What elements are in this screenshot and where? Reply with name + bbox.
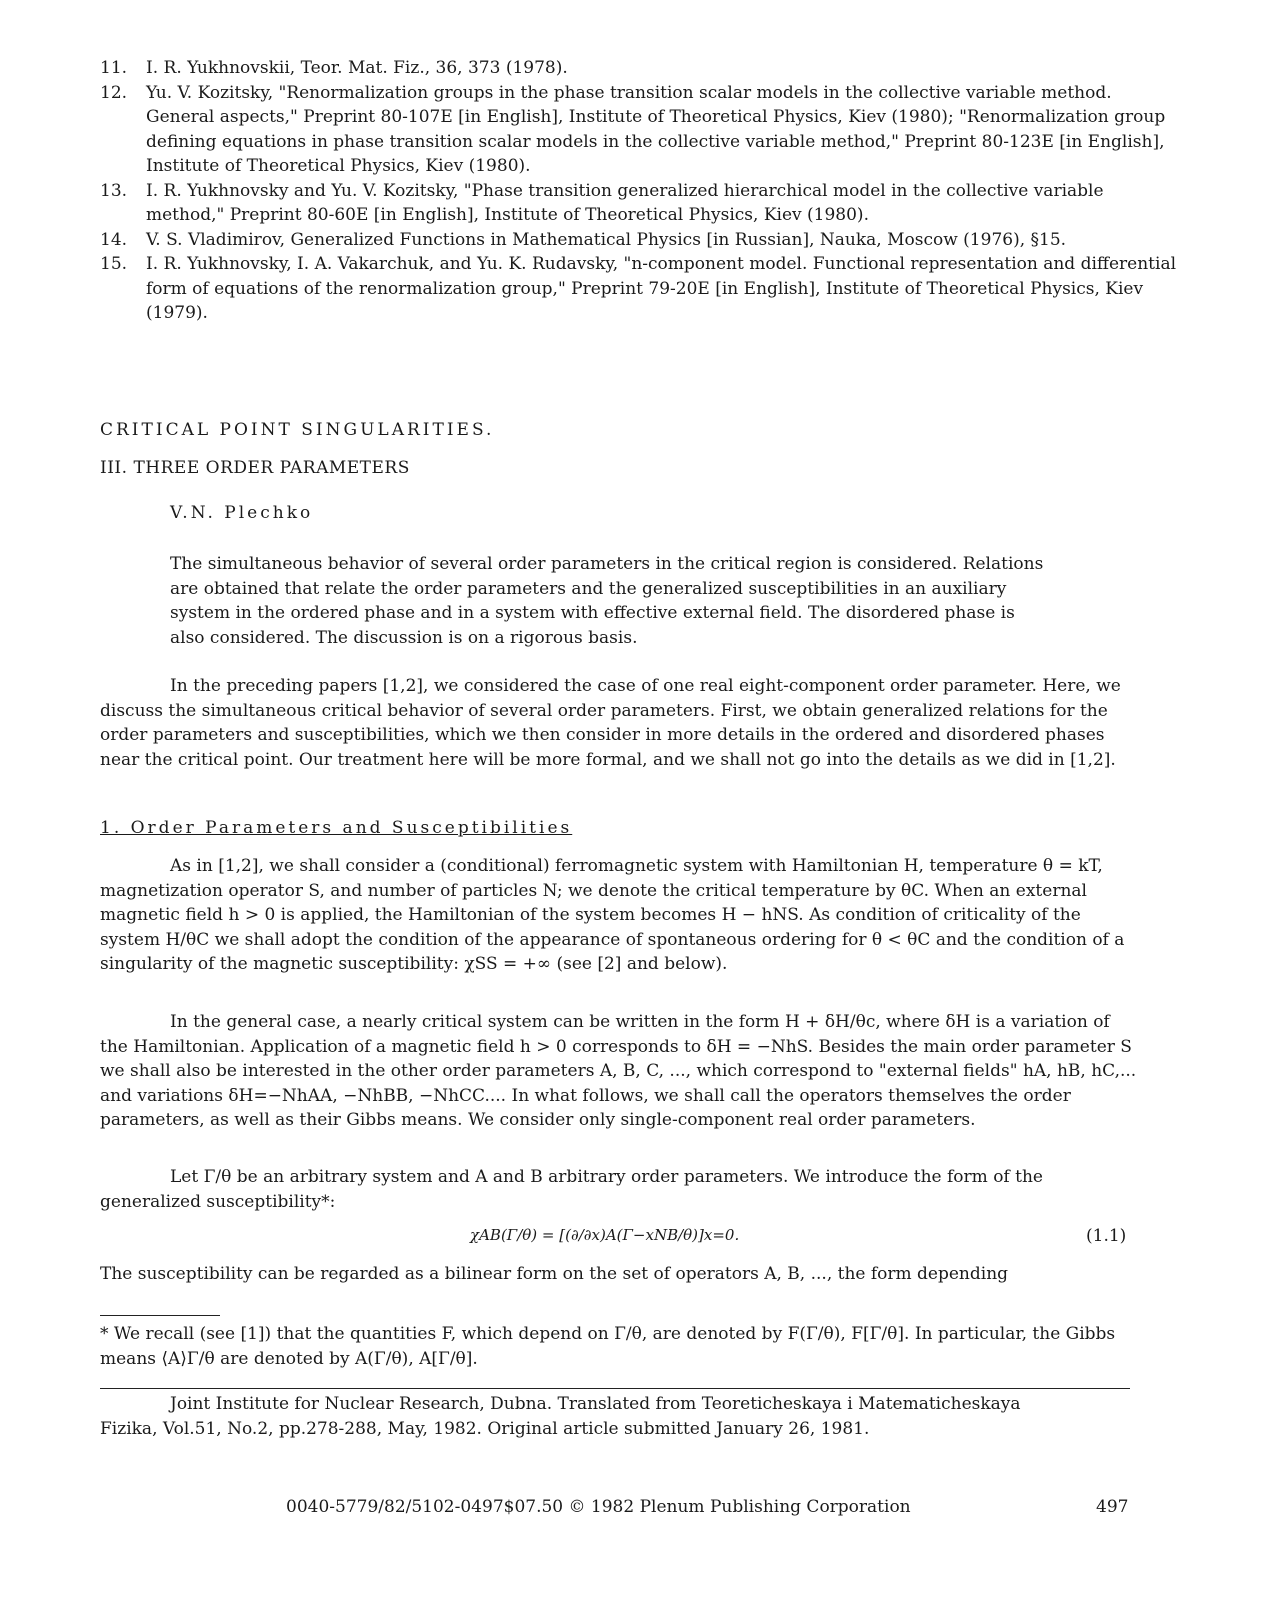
paragraph-4-text: The susceptibility can be regarded as a bilinear form on the set of operators A, B, ..., the form depending	[100, 1264, 1009, 1284]
affiliation-divider	[100, 1388, 1130, 1389]
reference-number: 11.	[100, 58, 128, 78]
equation-1-1: χAB(Γ/θ) = [(∂/∂x)A(Γ−xNB/θ)]x=0.	[470, 1226, 740, 1244]
footnote-divider	[100, 1315, 220, 1316]
reference-text: I. R. Yukhnovsky, I. A. Vakarchuk, and Yu. K. Rudavsky, "n-component model. Functional representation and differential form of equations of the renormalization group," Preprint 79-20E [in English], Institute of Theoretical Physics, Kiev (1979).	[146, 254, 1177, 323]
reference-list	[100, 56, 1180, 326]
affiliation-line-2: Fizika, Vol.51, No.2, pp.278-288, May, 1982. Original article submitted January 26, 1981.	[100, 1418, 870, 1439]
reference-number: 15.	[100, 254, 128, 274]
reference-item	[100, 81, 1180, 179]
paragraph-2-text: In the general case, a nearly critical system can be written in the form H + δH/θc, where δH is a variation of the Hamiltonian. Application of a magnetic field h > 0 corresponds to δH = −NhS. Besides the main order parameter S we shall also be interested in the other order parameters A, B, C, ..., which correspond to "external fields" hA, hB, hC,... and variations δH=−NhAA, −NhBB, −NhCC.... In what follows, we shall call the operators themselves the order parameters, as well as their Gibbs means. We consider only single-component real order parameters.	[100, 1012, 1137, 1130]
paragraph-3	[100, 1165, 1140, 1214]
reference-item	[100, 252, 1180, 326]
reference-item	[100, 179, 1180, 228]
reference-number: 13.	[100, 180, 128, 201]
intro-paragraph	[100, 674, 1140, 772]
affiliation-note	[100, 1392, 1140, 1441]
article-subtitle: III. THREE ORDER PARAMETERS	[100, 458, 410, 478]
article-title: CRITICAL POINT SINGULARITIES.	[100, 420, 495, 440]
reference-number: 14.	[100, 229, 128, 250]
reference-text: V. S. Vladimirov, Generalized Functions in Mathematical Physics [in Russian], Nauka, Moscow (1976), §15.	[146, 229, 1067, 250]
equation-number: (1.1)	[1086, 1226, 1127, 1246]
paragraph-1-text: As in [1,2], we shall consider a (conditional) ferromagnetic system with Hamiltonian H, temperature θ = kT, magnetization operator S, and number of particles N; we denote the critical temperature by θC. When an external magnetic field h > 0 is applied, the Hamiltonian of the system becomes H − hNS. As condition of criticality of the system H/θC we shall adopt the condition of the appearance of spontaneous ordering for θ < θC and the condition of a singularity of the magnetic susceptibility: χSS = +∞ (see [2] and below).	[100, 856, 1125, 974]
abstract: The simultaneous behavior of several order parameters in the critical region is considered. Relations are obtained that relate the order parameters and the generalized susceptibilities in an auxiliary system in the ordered phase and in a system with effective external field. The disordered phase is also considered. The discussion is on a rigorous basis.	[170, 554, 1044, 648]
reference-item	[100, 56, 1180, 81]
reference-text: I. R. Yukhnovsky and Yu. V. Kozitsky, "Phase transition generalized hierarchical model in the collective variable method," Preprint 80-60E [in English], Institute of Theoretical Physics, Kiev (1980).	[146, 180, 1104, 225]
section-heading: 1. Order Parameters and Susceptibilities	[100, 818, 573, 838]
paragraph-2	[100, 1010, 1140, 1133]
publication-code: 0040-5779/82/5102-0497$07.50 © 1982 Plenum Publishing Corporation	[286, 1497, 911, 1517]
intro-text: In the preceding papers [1,2], we considered the case of one real eight-component order parameter. Here, we discuss the simultaneous critical behavior of several order parameters. First, we obtain generalized relations for the order parameters and susceptibilities, which we then consider in more details in the ordered and disordered phases near the critical point. Our treatment here will be more formal, and we shall not go into the details as we did in [1,2].	[100, 676, 1121, 770]
paragraph-4	[100, 1262, 1140, 1287]
reference-text: I. R. Yukhnovskii, Teor. Mat. Fiz., 36, 373 (1978).	[146, 58, 568, 78]
reference-item	[100, 228, 1180, 253]
paragraph-1	[100, 854, 1140, 977]
reference-number: 12.	[100, 82, 128, 103]
footnote: * We recall (see [1]) that the quantities F, which depend on Γ/θ, are denoted by F(Γ/θ), F[Γ/θ]. In particular, the Gibbs means ⟨A⟩Γ/θ are denoted by A(Γ/θ), A[Γ/θ].	[100, 1324, 1116, 1369]
page-number: 497	[1096, 1497, 1129, 1517]
affiliation-line-1: Joint Institute for Nuclear Research, Dubna. Translated from Teoreticheskaya i Matematicheskaya	[170, 1394, 1021, 1414]
article-author: V.N. Plechko	[170, 503, 314, 523]
reference-text: Yu. V. Kozitsky, "Renormalization groups in the phase transition scalar models in the collective variable method. General aspects," Preprint 80-107E [in English], Institute of Theoretical Physics, Kiev (1980); "Renormalization group defining equations in phase transition scalar models in the collective variable method," Preprint 80-123E [in English], Institute of Theoretical Physics, Kiev (1980).	[146, 82, 1166, 176]
paragraph-3-text: Let Γ/θ be an arbitrary system and A and B arbitrary order parameters. We introduce the form of the generalized susceptibility*:	[100, 1167, 1043, 1212]
